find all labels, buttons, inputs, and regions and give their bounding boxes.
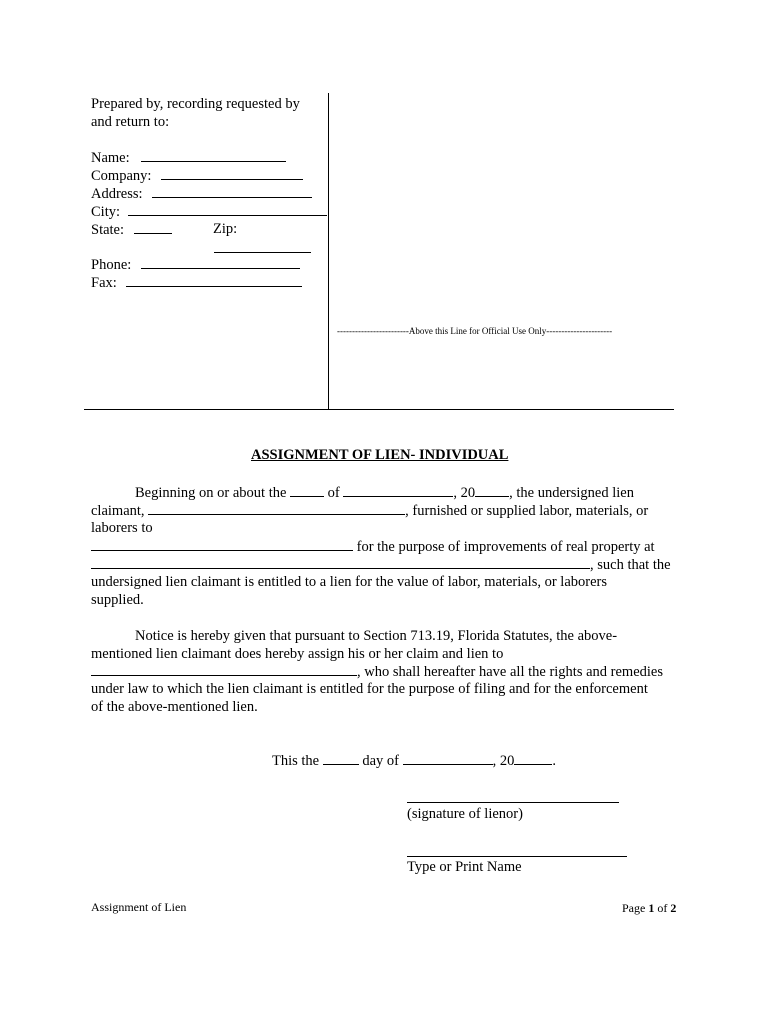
fax-row [91,273,302,292]
begin-year-field[interactable] [475,483,509,497]
city-field[interactable] [128,202,327,216]
para1-line-6: undersigned lien claimant is entitled to a lien for the value of labor, materials, or laborers [91,574,608,590]
para2-rights-text: , who shall hereafter have all the rights and remedies [357,664,663,680]
begin-month-field[interactable] [343,483,453,497]
sign-month-field[interactable] [403,751,493,765]
claimant-name-field[interactable] [148,501,405,515]
header-vertical-divider [328,93,329,410]
date-day-of-text: day of [362,753,400,769]
sign-day-field[interactable] [323,751,359,765]
city-row [91,202,327,221]
para1-year-prefix: , 20 [453,485,476,501]
date-year-prefix: , 20 [492,753,515,769]
official-use-label: ------------------------Above this Line for Official Use Only---------------------- [337,326,613,336]
address-label: Address: [91,186,143,202]
phone-row [91,255,300,274]
fax-label: Fax: [91,275,117,291]
address-row [91,184,312,203]
print-name-field[interactable] [407,842,627,857]
para1-line-7: supplied. [91,592,144,608]
para1-such-that-text: , such that the [590,557,671,573]
company-row [91,166,303,185]
zip-label: Zip: [213,221,238,237]
sign-year-field[interactable] [514,751,552,765]
document-title: ASSIGNMENT OF LIEN- INDIVIDUAL [251,447,509,463]
para1-begin-text: Beginning on or about the [135,485,287,501]
para1-purpose-text: for the purpose of improvements of real property at [356,539,655,555]
para2-line-1: Notice is hereby given that pursuant to Section 713.19, Florida Statutes, the above- [135,628,618,644]
date-line [272,751,556,770]
print-name-label: Type or Print Name [407,859,522,875]
fax-field[interactable] [126,273,302,287]
footer-doc-title: Assignment of Lien [91,900,187,914]
para1-of-text: of [327,485,340,501]
para2-line-4: under law to which the lien claimant is entitled for the purpose of filing and for the enforcement [91,681,648,697]
property-address-field[interactable] [91,555,590,569]
page-total: 2 [670,901,677,915]
address-field[interactable] [152,184,312,198]
header-horizontal-divider [84,409,674,410]
signature-label: (signature of lienor) [407,806,523,822]
para1-line-5 [91,555,671,574]
state-label: State: [91,222,125,238]
prepared-by-line-2: and return to: [91,114,170,130]
page-number: 1 [648,901,655,915]
para1-laborers-text: laborers to [91,520,153,536]
signature-field[interactable] [407,788,619,803]
para1-line-1 [135,483,634,502]
begin-day-field[interactable] [290,483,324,497]
page-prefix: Page [622,901,649,915]
name-field[interactable] [141,148,286,162]
date-this-the-text: This the [272,753,320,769]
para1-undersigned-text: , the undersigned lien [509,485,634,501]
owner-name-field[interactable] [91,537,353,551]
phone-field[interactable] [141,255,300,269]
name-label: Name: [91,150,130,166]
prepared-by-line-1: Prepared by, recording requested by [91,96,300,112]
city-label: City: [91,204,121,220]
date-period: . [552,753,557,769]
para2-line-2: mentioned lien claimant does hereby assign his or her claim and lien to [91,646,504,662]
para1-claimant-text: claimant, [91,503,145,519]
zip-field[interactable] [214,238,311,253]
assignee-name-field[interactable] [91,662,357,676]
company-label: Company: [91,168,152,184]
name-row [91,148,286,167]
para1-furnished-text: , furnished or supplied labor, materials, or [405,503,649,519]
page-indicator [622,901,676,915]
para1-line-2 [91,501,648,520]
page-of-text: of [654,901,671,915]
state-field[interactable] [134,220,172,234]
para2-line-5: of the above-mentioned lien. [91,699,258,715]
para1-line-4 [91,537,655,556]
company-field[interactable] [161,166,303,180]
state-row [91,220,172,239]
phone-label: Phone: [91,257,132,273]
para2-line-3 [91,662,663,681]
